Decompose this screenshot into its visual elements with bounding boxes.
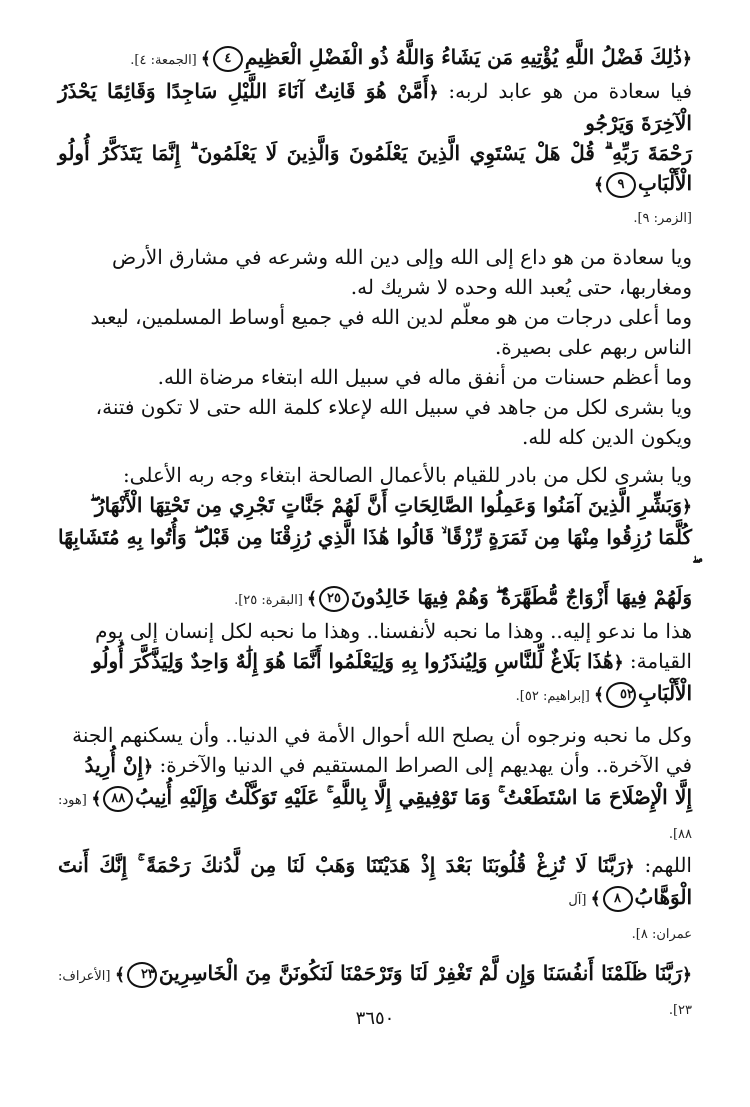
ornate-bracket: ﴾ [590, 889, 601, 909]
body-text: ويا سعادة من هو داع إلى الله وإلى دين الله وشرعه في مشارق الأرض [111, 245, 692, 269]
text-line [58, 76, 692, 138]
text-line [58, 362, 692, 392]
quran-verse-text: إِلَّا الْإِصْلَاحَ مَا اسْتَطَعْتُ ۚ وَمَا تَوْفِيقِي إِلَّا بِاللَّهِ ۚ عَلَيْهِ تَوَكَّلْتُ وَإِلَيْهِ أُنِيبُ [135, 785, 692, 809]
text-line [58, 272, 692, 302]
quran-verse-text: ذَٰلِكَ فَضْلُ اللَّهِ يُؤْتِيهِ مَن يَشَاءُ وَاللَّهُ ذُو الْفَضْلِ الْعَظِيمِ [244, 45, 683, 69]
body-text: القيامة: [623, 649, 692, 673]
ornate-bracket: ﴿ [428, 83, 439, 103]
text-line [58, 616, 692, 646]
text-line [58, 138, 692, 200]
verse-number-badge: ٨٨ [103, 786, 133, 812]
ornate-bracket: ﴾ [307, 589, 318, 609]
text-line [58, 332, 692, 362]
ornate-bracket: ﴾ [594, 175, 604, 195]
text-line [58, 782, 692, 850]
text-line [58, 522, 692, 582]
quran-verse-text: إِنْ أُرِيدُ [84, 753, 144, 777]
quran-verse-text: هَٰذَا بَلَاغٌ لِّلنَّاسِ وَلِيُنذَرُوا بِهِ وَلِيَعْلَمُوا أَنَّمَا هُوَ إِلَٰهٌ وَاحِدٌ وَلِيَذَّكَّرَ أُولُو [92, 649, 614, 673]
surah-reference: [إبراهيم: ٥٢]. [515, 689, 595, 704]
body-text: ويا بشرى لكل من جاهد في سبيل الله لإعلاء كلمة الله حتى لا تكون فتنة، [95, 395, 692, 419]
ornate-bracket: ﴾ [200, 49, 211, 69]
text-line [58, 460, 692, 490]
body-text: اللهم: [634, 853, 692, 877]
body-text: في الآخرة.. وأن يهديهم إلى الصراط المستقيم في الدنيا والآخرة: [153, 753, 692, 777]
verse-number-badge: ٤ [213, 46, 243, 72]
verse-number-badge: ٥٢ [606, 682, 636, 708]
ornate-bracket: ﴾ [91, 789, 102, 809]
body-text: هذا ما ندعو إليه.. وهذا ما نحبه لأنفسنا.. وهذا ما نحبه لكل إنسان إلى يوم [95, 619, 692, 643]
text-line [58, 582, 692, 616]
body-text: وما أعظم حسنات من أنفق ماله في سبيل الله ابتغاء مرضاة الله. [157, 365, 692, 389]
text-line [58, 392, 692, 422]
quran-verse-text: رَبَّنَا ظَلَمْنَا أَنفُسَنَا وَإِن لَّمْ تَغْفِرْ لَنَا وَتَرْحَمْنَا لَنَكُونَنَّ مِنَ الْخَاسِرِينَ [158, 961, 683, 985]
text-line [58, 490, 692, 522]
text-line [58, 678, 692, 712]
text-line [58, 750, 692, 782]
ornate-bracket: ﴿ [682, 49, 692, 69]
quran-verse-text: وَبَشِّرِ الَّذِينَ آمَنُوا وَعَمِلُوا الصَّالِحَاتِ أَنَّ لَهُمْ جَنَّاتٍ تَجْرِي مِن تَحْتِهَا الْأَنْهَارُ ۖ [89, 493, 683, 517]
ornate-bracket: ﴾ [114, 965, 125, 985]
quran-verse-text: رَبَّنَا لَا تُزِغْ قُلُوبَنَا بَعْدَ إِذْ هَدَيْتَنَا وَهَبْ لَنَا مِن لَّدُنكَ رَحْمَةً ۚ إِنَّكَ أَنتَ الْوَهَّابُ [58, 853, 692, 909]
text-line [58, 646, 692, 678]
text-line [58, 720, 692, 750]
quran-verse-text: رَحْمَةَ رَبِّهِ ۗ قُلْ هَلْ يَسْتَوِي الَّذِينَ يَعْلَمُونَ وَالَّذِينَ لَا يَعْلَمُونَ ۗ إِنَّمَا يَتَذَكَّرُ أُولُو الْأَلْبَابِ [58, 141, 692, 195]
quran-verse-text: كُلَّمَا رُزِقُوا مِنْهَا مِن ثَمَرَةٍ رِّزْقًا ۙ قَالُوا هَٰذَا الَّذِي رُزِقْنَا مِن قَبْلُ ۖ وَأُتُوا بِهِ مُتَشَابِهًا [58, 525, 692, 549]
ornate-bracket: ﴿ [682, 965, 692, 985]
quran-verse-text: أَمَّنْ هُوَ قَانِتٌ آنَاءَ اللَّيْلِ سَاجِدًا وَقَائِمًا يَحْذَرُ الْآخِرَةَ وَيَرْجُو [58, 79, 692, 135]
verse-number-badge: ٩ [606, 172, 636, 198]
body-text: وكل ما نحبه ونرجوه أن يصلح الله أحوال الأمة في الدنيا.. وأن يسكنهم الجنة [72, 723, 692, 747]
text-line [58, 242, 692, 272]
quran-verse-text: وَلَهُمْ فِيهَا أَزْوَاجٌ مُّطَهَّرَةٌ ۖ وَهُمْ فِيهَا خَالِدُونَ [351, 585, 692, 609]
text-line [58, 302, 692, 332]
surah-reference: [الزمر: ٩]. [633, 211, 692, 226]
verse-number-badge: ٢٣ [127, 962, 157, 988]
body-text: الناس ربهم على بصيرة. [494, 335, 692, 359]
surah-reference: [الجمعة: ٤]. [130, 53, 201, 68]
body-text: ويا بشرى لكل من بادر للقيام بالأعمال الصالحة ابتغاء وجه ربه الأعلى: [122, 463, 692, 487]
surah-reference: [البقرة: ٢٥]. [234, 593, 308, 608]
verse-number-badge: ٢٥ [319, 586, 349, 612]
ornate-bracket: ﴿ [624, 857, 635, 877]
surah-reference: [الأعراف: ٢٣]. [58, 969, 692, 1018]
page-body-text [58, 42, 692, 1026]
text-line [58, 42, 692, 76]
ornate-bracket: ﴿ [682, 497, 692, 517]
body-text: وما أعلى درجات من هو معلّم لدين الله في جميع أوساط المسلمين، ليعبد [90, 305, 692, 329]
quran-verse-text: الْأَلْبَابِ [637, 681, 692, 705]
body-text: فيا سعادة من هو عابد لربه: [438, 79, 692, 103]
body-text: ويكون الدين كله لله. [522, 425, 692, 449]
page-number: ٣٦٥٠ [355, 1008, 395, 1029]
ornate-bracket: ﴿ [143, 757, 154, 777]
text-line [58, 200, 692, 234]
surah-reference: [آل [568, 893, 591, 908]
text-line [58, 850, 692, 916]
text-line [58, 916, 692, 950]
text-line [58, 422, 692, 452]
ornate-bracket: ﴿ [613, 653, 624, 673]
ornate-bracket: ﴾ [594, 685, 604, 705]
body-text: ومغاربها، حتى يُعبد الله وحده لا شريك له. [350, 275, 692, 299]
verse-number-badge: ٨ [603, 886, 633, 912]
surah-reference: عمران: ٨]. [631, 927, 692, 942]
surah-reference: [هود: ٨٨]. [58, 793, 692, 842]
